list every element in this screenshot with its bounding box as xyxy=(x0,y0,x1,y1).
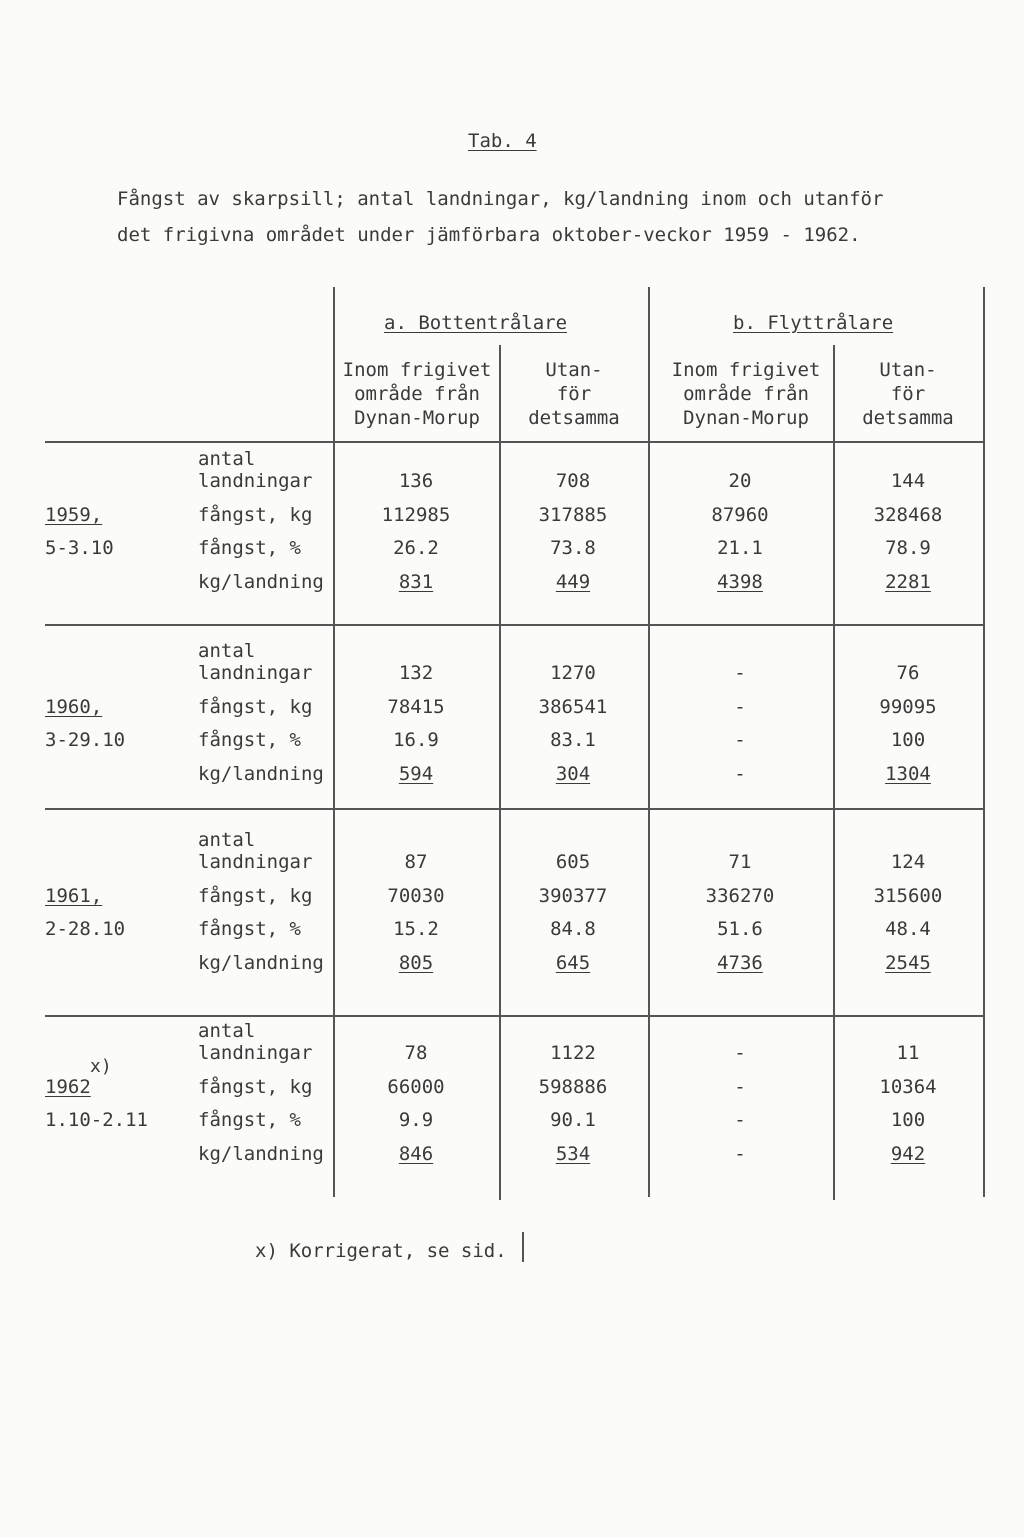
table-cell: - xyxy=(734,1109,746,1131)
table-cell: 15.2 xyxy=(393,918,439,940)
year-label: 1959, xyxy=(45,504,103,526)
row-label: fångst, kg xyxy=(198,696,313,718)
table-cell: - xyxy=(734,763,746,785)
table-cell: 831 xyxy=(398,571,434,593)
table-cell: - xyxy=(734,1143,746,1165)
table-cell: 78 xyxy=(404,1042,428,1064)
row-label: fångst, % xyxy=(198,1109,301,1131)
row-label: antal xyxy=(198,1020,256,1042)
hline-1961 xyxy=(45,1015,985,1017)
table-cell: 10364 xyxy=(879,1076,937,1098)
table-cell: 132 xyxy=(398,662,434,684)
table-cell: 534 xyxy=(555,1143,591,1165)
col-header-line: Inom frigivet xyxy=(671,359,821,381)
row-label: fångst, % xyxy=(198,729,301,751)
table-cell: 605 xyxy=(555,851,591,873)
table-cell: 70030 xyxy=(387,885,445,907)
caption-line-1: Fångst av skarpsill; antal landningar, kg/landning inom och utanför xyxy=(117,188,884,210)
row-label: fångst, kg xyxy=(198,1076,313,1098)
period-label: 2-28.10 xyxy=(45,918,126,940)
table-cell: 449 xyxy=(555,571,591,593)
period-label: 3-29.10 xyxy=(45,729,126,751)
row-label: antal xyxy=(198,640,256,662)
table-cell: 112985 xyxy=(381,504,451,526)
table-cell: 136 xyxy=(398,470,434,492)
table-cell: 48.4 xyxy=(885,918,931,940)
table-cell: 71 xyxy=(728,851,752,873)
vline-3 xyxy=(648,287,650,1197)
col-header-line: Dynan-Morup xyxy=(683,407,809,429)
table-cell: 144 xyxy=(890,470,926,492)
year-label: 1962 xyxy=(45,1076,91,1098)
footnote: x) Korrigerat, se sid. xyxy=(255,1240,507,1262)
hline-1960 xyxy=(45,808,985,810)
table-cell: 805 xyxy=(398,952,434,974)
table-cell: 83.1 xyxy=(550,729,596,751)
table-cell: 21.1 xyxy=(717,537,763,559)
col-header-line: Inom frigivet xyxy=(342,359,492,381)
table-cell: 76 xyxy=(896,662,920,684)
table-cell: 4398 xyxy=(717,571,763,593)
col-header-line: för xyxy=(890,383,926,405)
table-cell: 598886 xyxy=(538,1076,608,1098)
table-cell: 4736 xyxy=(717,952,763,974)
group-bottentralare: a. Bottentrålare xyxy=(384,312,568,334)
table-cell: 84.8 xyxy=(550,918,596,940)
table-cell: 78415 xyxy=(387,696,445,718)
row-label: kg/landning xyxy=(198,763,324,785)
col-header-line: för xyxy=(556,383,592,405)
col-header-b-utan xyxy=(835,358,981,430)
table-cell: 100 xyxy=(890,1109,926,1131)
table-cell: 87960 xyxy=(711,504,769,526)
row-label: kg/landning xyxy=(198,1143,324,1165)
row-label: fångst, kg xyxy=(198,504,313,526)
year-mark: x) xyxy=(90,1056,112,1077)
table-cell: 1270 xyxy=(550,662,596,684)
col-header-line: detsamma xyxy=(862,407,954,429)
year-label: 1961, xyxy=(45,885,103,907)
col-header-b-inom xyxy=(661,358,831,430)
col-header-line: Dynan-Morup xyxy=(354,407,480,429)
table-cell: - xyxy=(734,696,746,718)
table-cell: 1304 xyxy=(885,763,931,785)
table-cell: - xyxy=(734,662,746,684)
table-cell: 124 xyxy=(890,851,926,873)
row-label: landningar xyxy=(198,662,313,684)
row-label: kg/landning xyxy=(198,952,324,974)
table-cell: 66000 xyxy=(387,1076,445,1098)
table-cell: 942 xyxy=(890,1143,926,1165)
hline-1959 xyxy=(45,624,985,626)
row-label: landningar xyxy=(198,851,313,873)
caption-line-2: det frigivna området under jämförbara oktober-veckor 1959 - 1962. xyxy=(117,224,861,246)
table-cell: 846 xyxy=(398,1143,434,1165)
table-cell: 390377 xyxy=(538,885,608,907)
hline-header xyxy=(45,441,985,443)
table-cell: 26.2 xyxy=(393,537,439,559)
row-label: fångst, % xyxy=(198,918,301,940)
table-cell: - xyxy=(734,729,746,751)
table-cell: 386541 xyxy=(538,696,608,718)
row-label: antal xyxy=(198,829,256,851)
footnote-mark xyxy=(522,1232,524,1262)
table-cell: 90.1 xyxy=(550,1109,596,1131)
col-header-a-utan xyxy=(501,358,647,430)
col-header-a-inom xyxy=(335,358,499,430)
table-cell: 317885 xyxy=(538,504,608,526)
table-cell: 645 xyxy=(555,952,591,974)
row-label: fångst, kg xyxy=(198,885,313,907)
table-cell: 51.6 xyxy=(717,918,763,940)
col-header-line: Utan- xyxy=(879,359,937,381)
row-label: landningar xyxy=(198,1042,313,1064)
table-cell: 2281 xyxy=(885,571,931,593)
table-cell: 9.9 xyxy=(398,1109,434,1131)
table-cell: 16.9 xyxy=(393,729,439,751)
row-label: kg/landning xyxy=(198,571,324,593)
table-title: Tab. 4 xyxy=(468,130,537,152)
table-cell: 87 xyxy=(404,851,428,873)
period-label: 5-3.10 xyxy=(45,537,114,559)
table-cell: 328468 xyxy=(873,504,943,526)
table-cell: 304 xyxy=(555,763,591,785)
table-cell: 594 xyxy=(398,763,434,785)
table-cell: 73.8 xyxy=(550,537,596,559)
table-cell: 2545 xyxy=(885,952,931,974)
table-cell: 100 xyxy=(890,729,926,751)
vline-5 xyxy=(983,287,985,1197)
row-label: antal xyxy=(198,448,256,470)
col-header-line: område från xyxy=(683,383,809,405)
row-label: landningar xyxy=(198,470,313,492)
table-cell: 315600 xyxy=(873,885,943,907)
row-label: fångst, % xyxy=(198,537,301,559)
table-cell: - xyxy=(734,1042,746,1064)
table-cell: 708 xyxy=(555,470,591,492)
table-cell: 11 xyxy=(896,1042,920,1064)
table-cell: 20 xyxy=(728,470,752,492)
year-label: 1960, xyxy=(45,696,103,718)
table-cell: 336270 xyxy=(705,885,775,907)
table-cell: 1122 xyxy=(550,1042,596,1064)
col-header-line: Utan- xyxy=(545,359,603,381)
col-header-line: område från xyxy=(354,383,480,405)
table-cell: 99095 xyxy=(879,696,937,718)
table-cell: - xyxy=(734,1076,746,1098)
col-header-line: detsamma xyxy=(528,407,620,429)
group-flyttralare: b. Flyttrålare xyxy=(733,312,894,334)
period-label: 1.10-2.11 xyxy=(45,1109,148,1131)
table-cell: 78.9 xyxy=(885,537,931,559)
